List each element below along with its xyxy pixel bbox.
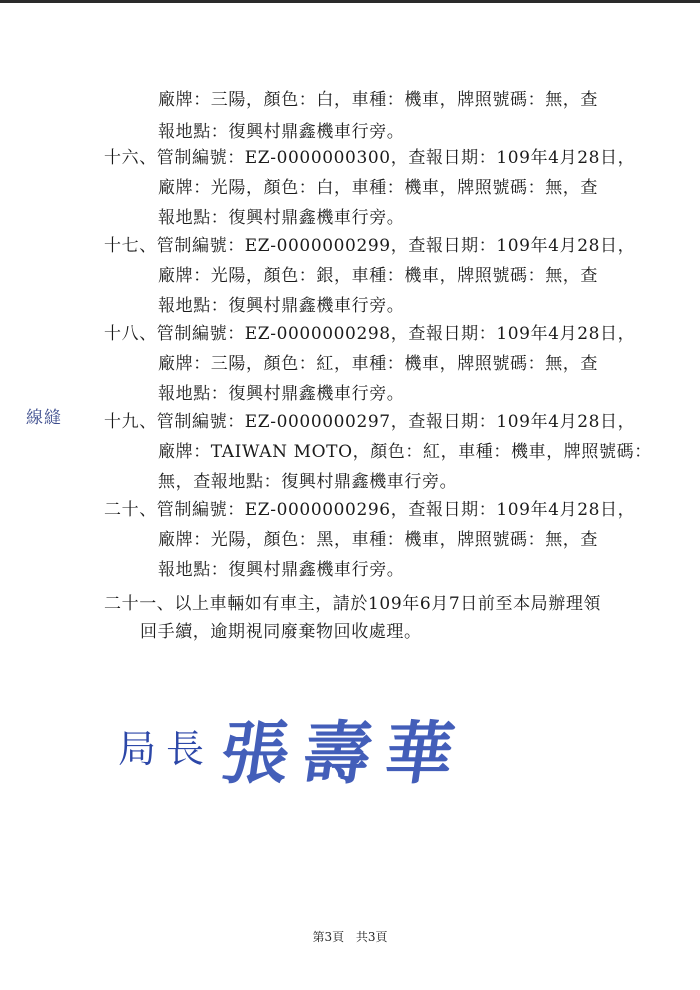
body-line: 廠牌：光陽，顏色：白，車種：機車，牌照號碼：無，查 xyxy=(158,178,598,198)
signature-name-stamp: 張壽華 xyxy=(215,715,473,794)
body-line: 回手續，逾期視同廢棄物回收處理。 xyxy=(140,622,422,642)
body-line: 報地點：復興村鼎鑫機車行旁。 xyxy=(158,296,405,316)
item-21-line: 二十一、以上車輛如有車主，請於109年6月7日前至本局辦理領 xyxy=(104,594,602,614)
stamp-char: 縫 xyxy=(40,408,60,425)
signature-title: 局長 xyxy=(118,727,215,771)
body-line: 廠牌：光陽，顏色：銀，車種：機車，牌照號碼：無，查 xyxy=(158,266,598,286)
body-line: 報地點：復興村鼎鑫機車行旁。 xyxy=(158,122,405,142)
page-total: 共3頁 xyxy=(355,930,388,944)
body-line: 報地點：復興村鼎鑫機車行旁。 xyxy=(158,384,405,404)
margin-seal-stamp xyxy=(20,408,60,452)
body-line: 廠牌：TAIWAN MOTO，顏色：紅，車種：機車，牌照號碼： xyxy=(158,442,652,462)
item-20-line: 二十、管制編號：EZ-0000000296，查報日期：109年4月28日， xyxy=(104,500,636,520)
page-number: 第3頁 xyxy=(312,930,345,944)
body-line: 報地點：復興村鼎鑫機車行旁。 xyxy=(158,560,405,580)
page-footer xyxy=(0,928,700,945)
body-line: 無，查報地點：復興村鼎鑫機車行旁。 xyxy=(158,472,458,492)
item-17-line: 十七、管制編號：EZ-0000000299，查報日期：109年4月28日， xyxy=(104,236,636,256)
body-line: 廠牌：光陽，顏色：黑，車種：機車，牌照號碼：無，查 xyxy=(158,530,598,550)
body-line: 報地點：復興村鼎鑫機車行旁。 xyxy=(158,208,405,228)
item-19-line: 十九、管制編號：EZ-0000000297，查報日期：109年4月28日， xyxy=(104,412,636,432)
body-line: 廠牌：三陽，顏色：紅，車種：機車，牌照號碼：無，查 xyxy=(158,354,598,374)
item-18-line: 十八、管制編號：EZ-0000000298，查報日期：109年4月28日， xyxy=(104,324,636,344)
item-16-line: 十六、管制編號：EZ-0000000300，查報日期：109年4月28日， xyxy=(104,148,636,168)
stamp-char: 線 xyxy=(22,408,42,425)
body-line: 廠牌：三陽，顏色：白，車種：機車，牌照號碼：無，查 xyxy=(158,90,598,110)
